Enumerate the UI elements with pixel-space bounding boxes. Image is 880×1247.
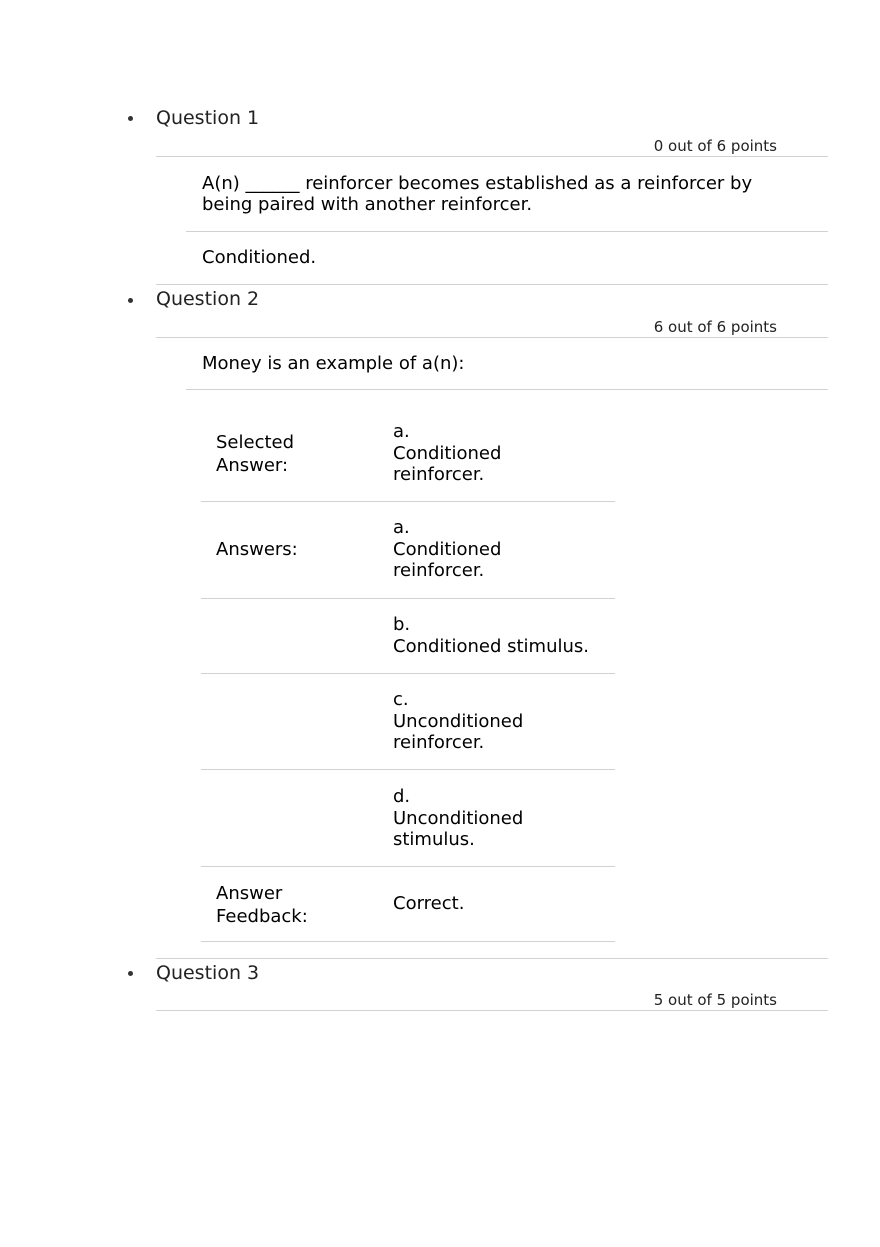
- question-1-divider: [156, 156, 828, 157]
- selected-answer-label-line-2: Answer:: [216, 455, 289, 476]
- question-2-end-divider: [156, 958, 828, 959]
- question-2-title: Question 2: [156, 288, 260, 310]
- answer-option-d-line-1: Unconditioned: [393, 807, 524, 829]
- question-2-prompt-divider: [186, 389, 828, 390]
- question-1-response: Conditioned.: [202, 247, 317, 268]
- question-1-prompt-divider: [186, 231, 828, 232]
- answer-option-a-letter: a.: [393, 517, 410, 538]
- question-1-prompt-line-1: A(n) ______ reinforcer becomes established as a reinforcer by: [202, 173, 753, 194]
- question-3-divider: [156, 1010, 828, 1011]
- question-1-prompt-line-2: being paired with another reinforcer.: [202, 194, 533, 215]
- question-1-points: 0 out of 6 points: [653, 137, 777, 155]
- answer-option-c-letter: c.: [393, 689, 409, 710]
- answers-label: Answers:: [216, 539, 298, 560]
- answer-option-d-line-2: stimulus.: [393, 829, 475, 850]
- question-1-end-divider: [156, 284, 828, 285]
- question-2-divider: [156, 337, 828, 338]
- question-3-points: 5 out of 5 points: [653, 991, 777, 1009]
- answer-feedback-value: Correct.: [393, 893, 465, 914]
- answer-feedback-label-line-2: Feedback:: [216, 906, 308, 927]
- answer-a-divider: [201, 598, 615, 599]
- answer-d-divider: [201, 866, 615, 867]
- answer-b-divider: [201, 673, 615, 674]
- selected-answer-line-2: reinforcer.: [393, 464, 485, 485]
- answer-option-c-line-1: Unconditioned: [393, 710, 524, 732]
- question-2-bullet: [128, 298, 133, 303]
- answer-option-d: [393, 786, 523, 851]
- answer-option-a-line-1: Conditioned: [393, 538, 502, 560]
- selected-answer-divider: [201, 501, 615, 502]
- answer-option-b: [393, 614, 589, 657]
- question-3-title: Question 3: [156, 962, 260, 984]
- selected-answer-letter: a.: [393, 421, 410, 442]
- question-2-prompt: Money is an example of a(n):: [202, 353, 465, 374]
- answer-feedback-label: [216, 882, 308, 928]
- answer-option-b-line-1: Conditioned stimulus.: [393, 635, 590, 657]
- feedback-divider: [201, 941, 615, 942]
- question-1-bullet: [128, 116, 133, 121]
- question-2-points: 6 out of 6 points: [653, 318, 777, 336]
- selected-answer-line-1: Conditioned: [393, 442, 502, 464]
- answer-c-divider: [201, 769, 615, 770]
- selected-answer-label: [216, 431, 294, 477]
- answer-option-a: [393, 517, 501, 582]
- selected-answer-value: [393, 421, 501, 486]
- question-3-bullet: [128, 971, 133, 976]
- answer-feedback-label-line-1: Answer: [216, 883, 283, 904]
- answer-option-d-letter: d.: [393, 786, 411, 807]
- answer-option-b-letter: b.: [393, 614, 411, 635]
- question-1-title: Question 1: [156, 107, 260, 129]
- selected-answer-label-line-1: Selected: [216, 432, 295, 453]
- answer-option-c-line-2: reinforcer.: [393, 732, 485, 753]
- answer-option-c: [393, 689, 523, 754]
- answer-option-a-line-2: reinforcer.: [393, 560, 485, 581]
